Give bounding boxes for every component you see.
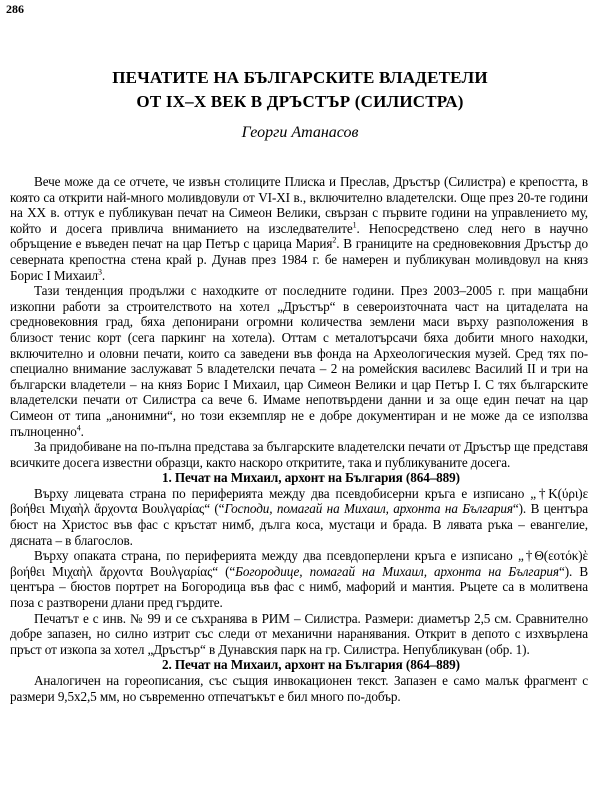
- paragraph-reverse: Върху опаката страна, по периферията между два псевдоперлени кръга е изписано „†Θ(εοτόκ)ὲ βοήθει Μιχαὴλ ἄρχοντα Βουλγαρίας“ (“Богородице, помагай на Михаил, архонта на България“). В центъра – бюстов портрет на Богородица във фас с нимб, мафорий и мантия. Ръцете са в молитвена поза с разтворени длани пред гърдите.: [10, 548, 589, 611]
- paragraph-description: Печатът е с инв. № 99 и се съхранява в РИМ – Силистра. Размери: диаметър 2,5 см. Сравнително добре запазен, но силно изтрит със следи от механични наранявания. Открит в депото с изхвърлена пръст от изкопа за хотел „Дръстър“ в Дунавския парк на гр. Силистра. Непубликуван (обр. 1).: [10, 610, 588, 657]
- footnote-ref: 1: [352, 220, 357, 230]
- title-line-2: ОТ IX–X ВЕК В ДРЪСТЪР (СИЛИСТРА): [136, 92, 464, 111]
- footnote-ref: 4: [76, 423, 81, 433]
- title-line-1: ПЕЧАТИТЕ НА БЪЛГАРСКИТЕ ВЛАДЕТЕЛИ: [112, 68, 488, 87]
- page-number: 286: [6, 2, 24, 16]
- author-name: Георги Атанасов: [241, 124, 359, 141]
- paragraph-obverse: Върху лицевата страна по периферията между два псевдобисерни кръга е изписано „†K(ύρι)ε βοήθει Μιχαὴλ ἄρχοντα Βουλγαρίας“ (“Господи, помагай на Михаил, архонта на България“). В центъра бюст на Христос във фас с кръстат нимб, дълга коса, мустаци и брада. В лявата ръка – евангелие, дясната – в благослов.: [10, 485, 589, 548]
- paragraph-section-2: Аналогичен на гореописания, със същия инвокационен текст. Запазен е само малък фрагмент с размери 9,5х2,5 мм, но съвременно отпечатъкът е бил много по-добър.: [10, 673, 588, 704]
- paragraph-3: За придобиване на по-пълна представа за българските владетелски печати от Дръстър ще представя всичките досега известни образци, както наскоро откритите, така и публикуваните досега.: [10, 439, 588, 470]
- section-heading-2: 2. Печат на Михаил, архонт на България (864–889): [162, 657, 460, 673]
- article-title: [0, 66, 600, 114]
- paragraph-2: Тази тенденция продължи с находките от последните години. През 2003–2005 г. при мащабни изкопни работи за строителството на хотел „Дръстър“ в североизточната част на цитаделата на средновековния град, бяха депонирани огромни количества землени маси върху разположения в близост тенис корт (сега паркинг на хотела). Оттам с металотърсачи бяха добити много находки, включително и оловни печати, които са заведени във фонда на Археологическия музей. Сред тях по-специално внимание заслужават 5 владетелски печата – 2 на ромейския василевс Василий II и три на български владетели – на княз Борис I Михаил, цар Симеон Велики и цар Петър I. С тях българските владетелски печати от Силистра са вече 6. Имаме непотвърдени данни и за още един печат на цар Симеон от типа „анонимни“, но този екземпляр не е добре документиран и не може да се използва пълноценно$^4$.: [10, 283, 588, 439]
- article-body: [10, 174, 588, 704]
- footnote-ref: 2: [332, 235, 337, 245]
- footnote-ref: 3: [97, 267, 102, 277]
- paragraph-1: Вече може да се отчете, че извън столиците Плиска и Преслав, Дръстър (Силистра) е крепостта, в която са открити най-много моливдовули от VI-XI в., включително владетелски. Още през 20-те години на XX в. оттук е публикуван печат на Симеон Велики, свързан с първите години на управлението му, който и досега привлича вниманието на изследвателите$^1$. Непосредствено след него в научно обръщение е въведен печат на цар Петър с царица Мария$^2$. В границите на средновековния Дръстър до северната крепостна стена край р. Дунав през 1984 г. бе намерен и публикуван моливдовул на княз Борис I Михаил$^3$.: [10, 174, 588, 283]
- section-heading-1: 1. Печат на Михаил, архонт на България (864–889): [162, 470, 460, 486]
